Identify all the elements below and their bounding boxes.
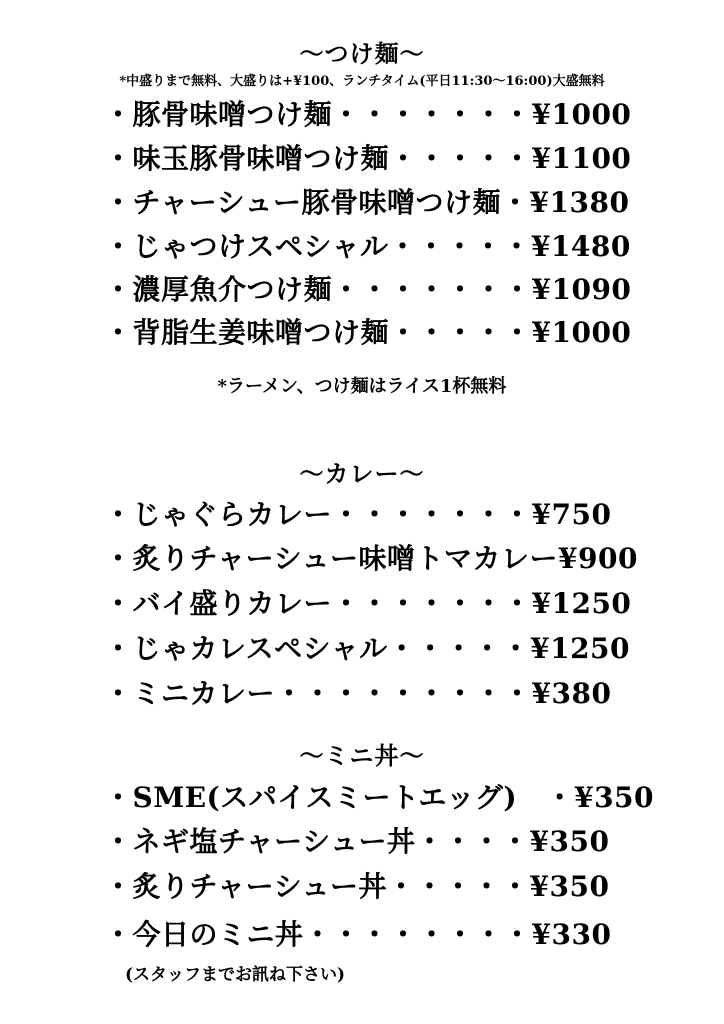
tsukemen-note: *中盛りまで無料、大盛りは+¥100、ランチタイム(平日11:30～16:00)大盛無料 [119, 74, 605, 89]
menu-item-tsukemen-6: ・背脂生姜味噌つけ麺・・・・・¥1000 [104, 316, 632, 349]
menu-item-curry-2: ・炙りチャーシュー味噌トマカレー¥900 [104, 542, 638, 575]
menu-item-tsukemen-1: ・豚骨味噌つけ麺・・・・・・・¥1000 [104, 98, 632, 131]
menu-item-curry-3: ・バイ盛りカレー・・・・・・・¥1250 [104, 587, 632, 620]
curry-title: ～カレー～ [299, 459, 425, 488]
menu-item-minidon-4: ・今日のミニ丼・・・・・・・・¥330 [104, 918, 612, 951]
rice-note: *ラーメン、つけ麺はライス1杯無料 [217, 376, 507, 397]
menu-item-minidon-3: ・炙りチャーシュー丼・・・・・¥350 [104, 870, 610, 903]
menu-item-minidon-2: ・ネギ塩チャーシュー丼・・・・¥350 [104, 825, 610, 858]
menu-item-curry-4: ・じゃカレスペシャル・・・・・¥1250 [104, 632, 631, 665]
menu-item-minidon-1: ・SME(スパイスミートエッグ) ・¥350 [104, 781, 655, 814]
menu-item-curry-5: ・ミニカレー・・・・・・・・・¥380 [104, 677, 612, 710]
menu-item-tsukemen-2: ・味玉豚骨味噌つけ麺・・・・・¥1100 [104, 142, 632, 175]
minidon-title: ～ミニ丼～ [299, 741, 425, 770]
menu-item-tsukemen-4: ・じゃつけスペシャル・・・・・¥1480 [104, 230, 631, 263]
tsukemen-title: ～つけ麺～ [299, 39, 425, 68]
menu-item-curry-1: ・じゃぐらカレー・・・・・・・¥750 [104, 498, 612, 531]
menu-item-tsukemen-5: ・濃厚魚介つけ麺・・・・・・・¥1090 [104, 273, 632, 306]
menu-item-tsukemen-3: ・チャーシュー豚骨味噌つけ麺・¥1380 [104, 186, 630, 219]
staff-note: (スタッフまでお訊ね下さい) [125, 965, 346, 985]
